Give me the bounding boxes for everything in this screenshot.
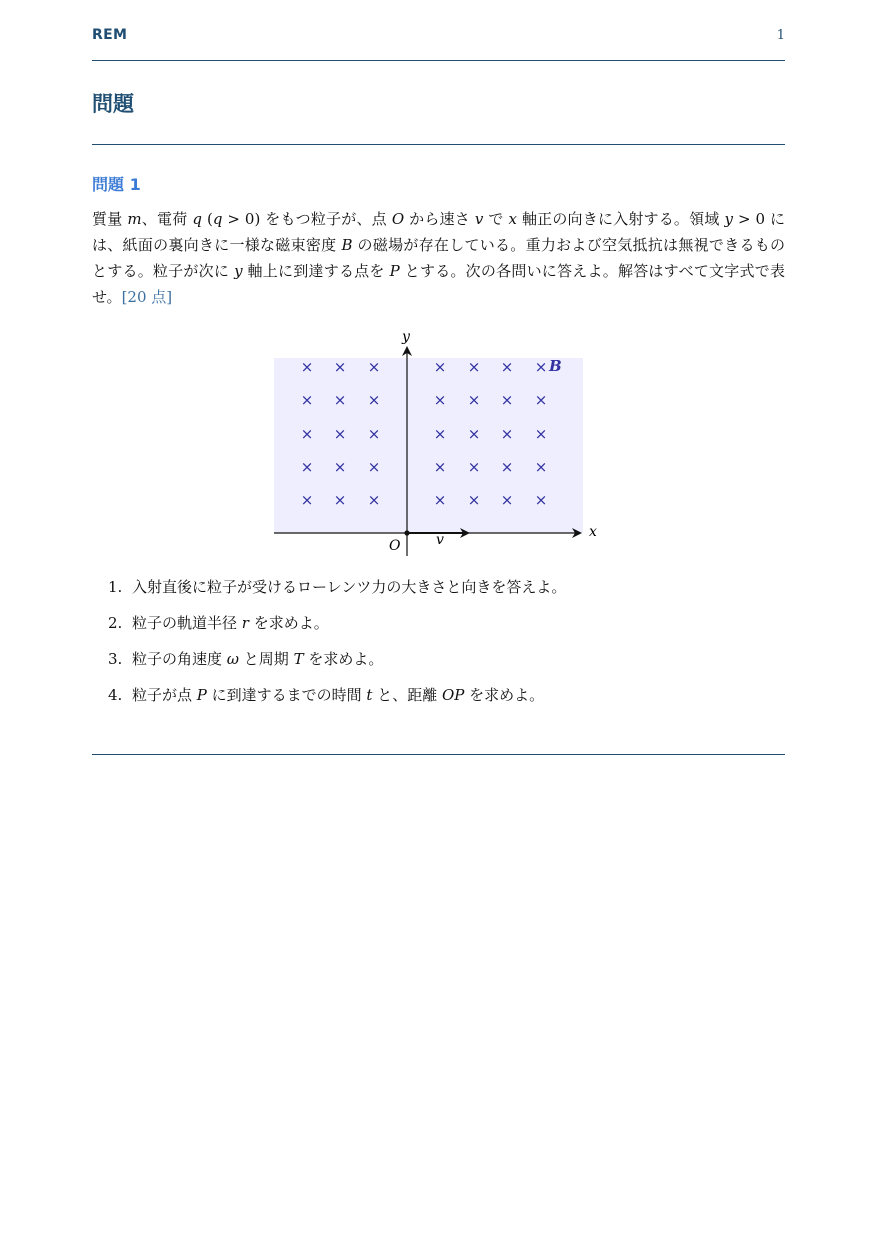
text-run: 軸上に到達する点を <box>242 262 390 280</box>
header-rule <box>92 60 785 61</box>
text-run: 、電荷 <box>141 210 193 228</box>
text-run: で <box>483 210 509 228</box>
problem-text <box>92 210 785 306</box>
text-run: 粒子の角速度 <box>132 650 227 668</box>
field-cross: × <box>300 491 314 509</box>
text-run: 入射直後に粒子が受けるローレンツ力の大きさと向きを答えよ。 <box>132 578 567 596</box>
field-cross: × <box>333 458 347 476</box>
text-run: を求めよ。 <box>303 650 384 668</box>
math-symbol: v <box>474 210 484 228</box>
field-cross: × <box>367 491 381 509</box>
math-symbol: r <box>241 614 249 632</box>
problem-statement <box>92 206 785 310</box>
text-run: 質量 <box>92 210 128 228</box>
math-symbol: P <box>196 686 207 704</box>
field-cross: × <box>300 458 314 476</box>
field-label: B <box>549 357 562 375</box>
math-symbol: x <box>508 210 517 228</box>
field-cross: × <box>333 391 347 409</box>
math-symbol: ω <box>226 650 240 668</box>
field-cross: × <box>367 425 381 443</box>
text-run: ( <box>201 210 213 228</box>
field-cross: × <box>534 425 548 443</box>
math-symbol: q <box>192 210 202 228</box>
text-run: > 0) をもつ粒子が、点 <box>222 210 392 228</box>
field-cross: × <box>433 458 447 476</box>
question-item <box>108 610 566 646</box>
field-cross: × <box>467 491 481 509</box>
field-cross: × <box>367 458 381 476</box>
question-number: 4. <box>108 686 123 704</box>
text-run: を求めよ。 <box>248 614 329 632</box>
field-cross: × <box>333 358 347 376</box>
math-symbol: O <box>391 210 405 228</box>
y-axis-label: y <box>402 329 410 345</box>
field-cross: × <box>500 491 514 509</box>
field-cross: × <box>500 358 514 376</box>
text-run: から速さ <box>404 210 475 228</box>
field-cross: × <box>433 491 447 509</box>
math-symbol: y <box>724 210 733 228</box>
problem-title: 問題 1 <box>92 175 141 194</box>
question-number: 2. <box>108 614 123 632</box>
field-cross: × <box>500 458 514 476</box>
text-run: と周期 <box>239 650 294 668</box>
math-symbol: m <box>127 210 142 228</box>
field-cross: × <box>433 425 447 443</box>
math-symbol: B <box>341 236 353 254</box>
math-symbol: t <box>366 686 373 704</box>
question-number: 1. <box>108 578 123 596</box>
math-symbol: P <box>389 262 400 280</box>
field-cross: × <box>300 391 314 409</box>
field-cross: × <box>467 391 481 409</box>
math-symbol: q <box>212 210 223 228</box>
velocity-label: v <box>436 532 444 548</box>
field-cross: × <box>433 391 447 409</box>
question-item <box>108 574 566 610</box>
text-run: とする。次の各問いに答えよ。解答はすべて文字式で表せ。 <box>92 262 785 306</box>
text-run: > 0 には、紙面の裏向きに一様な磁束密度 <box>92 210 785 254</box>
magnetic-field-figure <box>262 326 612 562</box>
section-title: 問題 <box>92 92 134 116</box>
running-header: REM <box>92 27 128 43</box>
field-cross: × <box>367 391 381 409</box>
field-cross: × <box>367 358 381 376</box>
text-run: に到達するまでの時間 <box>206 686 367 704</box>
field-cross: × <box>467 458 481 476</box>
points-label: [20 点] <box>121 288 173 306</box>
field-cross: × <box>534 458 548 476</box>
question-text <box>132 686 544 704</box>
field-cross: × <box>534 491 548 509</box>
x-axis-label: x <box>589 524 597 540</box>
field-cross: × <box>534 391 548 409</box>
origin-point <box>404 530 409 535</box>
text-run: の磁場が存在している。重力および空気抵抗は無視できるものとする。粒子が次に <box>92 236 785 280</box>
question-number: 3. <box>108 650 123 668</box>
section-rule <box>92 144 785 145</box>
footer-rule <box>92 754 785 755</box>
field-cross: × <box>500 391 514 409</box>
question-text <box>132 614 329 632</box>
field-cross: × <box>333 491 347 509</box>
text-run: 粒子が点 <box>132 686 197 704</box>
page-number: 1 <box>776 28 785 43</box>
question-list <box>108 574 566 718</box>
field-cross: × <box>467 358 481 376</box>
text-run: 粒子の軌道半径 <box>132 614 242 632</box>
question-item <box>108 682 566 718</box>
field-cross: × <box>300 358 314 376</box>
field-cross: × <box>433 358 447 376</box>
question-text <box>132 578 566 596</box>
text-run: と、距離 <box>372 686 442 704</box>
math-symbol: OP <box>442 686 465 704</box>
question-text <box>132 650 383 668</box>
math-symbol: y <box>234 262 243 280</box>
field-cross: × <box>300 425 314 443</box>
math-symbol: T <box>293 650 304 668</box>
text-run: 軸正の向きに入射する。領域 <box>516 210 725 228</box>
origin-label: O <box>389 538 401 554</box>
field-cross: × <box>467 425 481 443</box>
field-cross: × <box>333 425 347 443</box>
field-cross: × <box>500 425 514 443</box>
question-item <box>108 646 566 682</box>
field-cross: × <box>534 358 548 376</box>
text-run: を求めよ。 <box>464 686 545 704</box>
